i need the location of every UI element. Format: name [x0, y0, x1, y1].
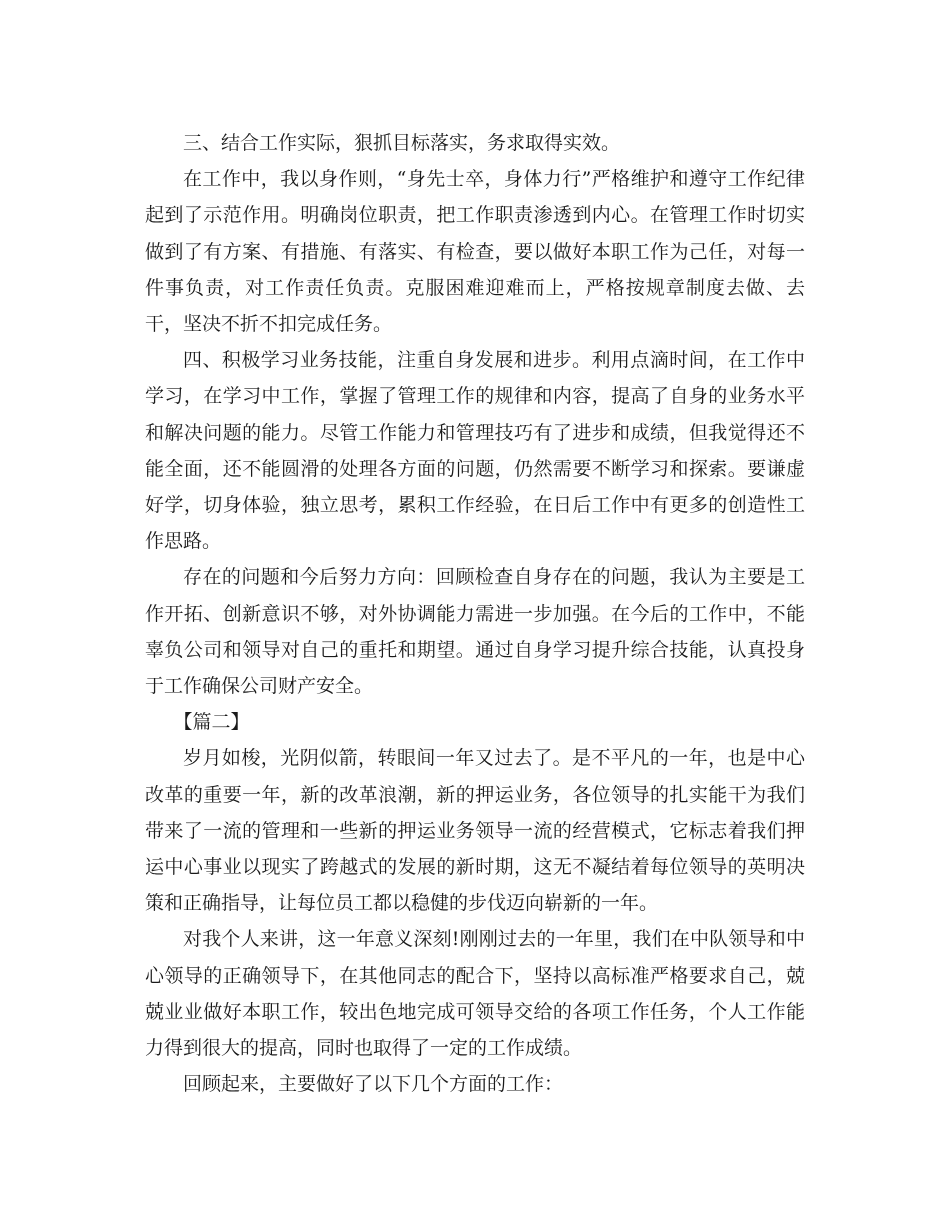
section-heading-three: 三、结合工作实际，狠抓目标落实，务求取得实效。: [183, 132, 621, 154]
paragraph-year-review: 岁月如梭，光阴似箭，转眼间一年又过去了。是不平凡的一年，也是中心改革的重要一年，新的改革浪潮，新的押运业务，各位领导的扎实能干为我们带来了一流的管理和一些新的押运业务领导一流的经营模式，它标志着我们押运中心事业以现实了跨越式的发展的新时期，这无不凝结着每位领导的英明决策和正确指导，让每位员工都以稳健的步伐迈向崭新的一年。: [145, 747, 805, 915]
paragraph-problems-direction: 存在的问题和今后努力方向：回顾检查自身存在的问题，我认为主要是工作开拓、创新意识不够，对外协调能力需进一步加强。在今后的工作中，不能辜负公司和领导对自己的重托和期望。通过自身学习提升综合技能，认真投身于工作确保公司财产安全。: [145, 566, 805, 698]
document-body: [145, 125, 805, 1102]
paragraph-personal-meaning: 对我个人来讲，这一年意义深刻!刚刚过去的一年里，我们在中队领导和中心领导的正确领导下，在其他同志的配合下，坚持以高标准严格要求自己，兢兢业业做好本职工作，较出色地完成可领导交给的各项工作任务，个人工作能力得到很大的提高，同时也取得了一定的工作成绩。: [145, 928, 805, 1060]
paragraph-learning-skills: 四、积极学习业务技能，注重自身发展和进步。利用点滴时间，在工作中学习，在学习中工作，掌握了管理工作的规律和内容，提高了自身的业务水平和解决问题的能力。尽管工作能力和管理技巧有了进步和成绩，但我觉得还不能全面，还不能圆滑的处理各方面的问题，仍然需要不断学习和探索。要谦虚好学，切身体验，独立思考，累积工作经验，在日后工作中有更多的创造性工作思路。: [145, 349, 805, 553]
paragraph-summary-intro: 回顾起来，主要做好了以下几个方面的工作：: [183, 1073, 564, 1096]
section-marker-part-two: 【篇二】: [173, 711, 250, 734]
paragraph-work-example: 在工作中，我以身作则，“身先士卒，身体力行”严格维护和遵守工作纪律起到了示范作用。明确岗位职责，把工作职责渗透到内心。在管理工作时切实做到了有方案、有措施、有落实、有检查，要以做好本职工作为己任，对每一件事负责，对工作责任负责。克服困难迎难而上，严格按规章制度去做、去干，坚决不折不扣完成任务。: [145, 168, 805, 336]
